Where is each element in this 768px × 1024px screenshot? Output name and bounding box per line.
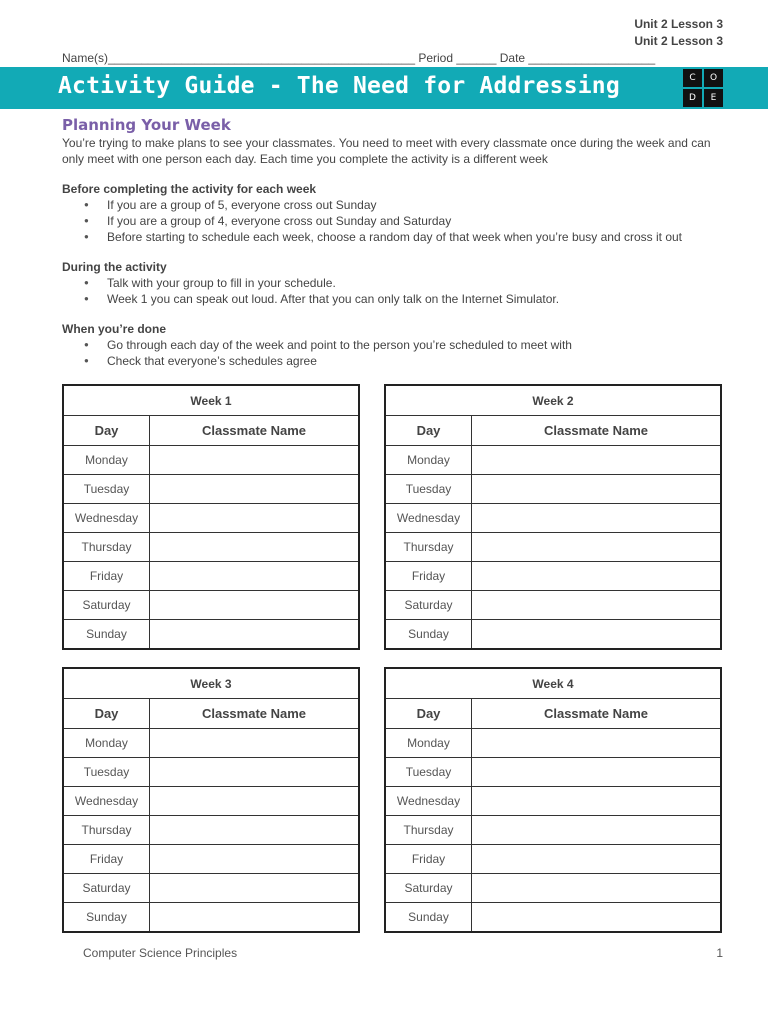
col-classmate-name: Classmate Name xyxy=(150,699,360,729)
name-period-date-line: Name(s)______________________________________________ Period ______ Date ___________________ xyxy=(62,51,656,65)
list-item: ● Before starting to schedule each week, choose a random day of that week when you’re busy and cross it out xyxy=(62,229,682,245)
list-item: ● If you are a group of 4, everyone cross out Sunday and Saturday xyxy=(62,213,682,229)
during-heading: During the activity xyxy=(62,260,167,274)
week-title: Week 4 xyxy=(385,668,721,699)
week-title: Week 3 xyxy=(63,668,359,699)
day-cell: Friday xyxy=(385,845,472,874)
table-row xyxy=(385,591,721,620)
day-cell: Tuesday xyxy=(385,758,472,787)
before-heading: Before completing the activity for each week xyxy=(62,182,317,196)
table-row xyxy=(385,874,721,903)
name-cell[interactable] xyxy=(472,874,722,903)
col-classmate-name: Classmate Name xyxy=(472,416,722,446)
name-cell[interactable] xyxy=(472,787,722,816)
name-cell[interactable] xyxy=(150,591,360,620)
footer-course: Computer Science Principles xyxy=(83,946,238,960)
before-list xyxy=(62,197,682,245)
name-cell[interactable] xyxy=(472,591,722,620)
table-row xyxy=(385,845,721,874)
document-title: Activity Guide - The Need for Addressing xyxy=(58,73,620,99)
day-cell: Thursday xyxy=(63,816,150,845)
footer-page-number: 1 xyxy=(716,946,723,960)
logo-letter: O xyxy=(704,69,723,87)
col-classmate-name: Classmate Name xyxy=(472,699,722,729)
name-cell[interactable] xyxy=(472,758,722,787)
day-cell: Friday xyxy=(385,562,472,591)
list-item: ● If you are a group of 5, everyone cross out Sunday xyxy=(62,197,682,213)
day-cell: Monday xyxy=(385,729,472,758)
code-logo-icon xyxy=(683,69,723,107)
table-row xyxy=(385,816,721,845)
name-cell[interactable] xyxy=(472,475,722,504)
name-cell[interactable] xyxy=(150,816,360,845)
name-cell[interactable] xyxy=(150,504,360,533)
table-row xyxy=(385,475,721,504)
week-title: Week 2 xyxy=(385,385,721,416)
day-cell: Tuesday xyxy=(63,475,150,504)
name-cell[interactable] xyxy=(150,729,360,758)
day-cell: Saturday xyxy=(63,874,150,903)
day-cell: Wednesday xyxy=(63,787,150,816)
table-row xyxy=(63,504,359,533)
list-item: ● Check that everyone’s schedules agree xyxy=(62,353,572,369)
day-cell: Monday xyxy=(63,729,150,758)
week-1-table xyxy=(62,384,360,650)
week-title: Week 1 xyxy=(63,385,359,416)
day-cell: Wednesday xyxy=(385,787,472,816)
table-row xyxy=(385,533,721,562)
table-row xyxy=(63,475,359,504)
table-row xyxy=(385,758,721,787)
day-cell: Friday xyxy=(63,845,150,874)
day-cell: Friday xyxy=(63,562,150,591)
col-day: Day xyxy=(63,416,150,446)
name-cell[interactable] xyxy=(150,475,360,504)
done-list xyxy=(62,337,572,369)
day-cell: Wednesday xyxy=(385,504,472,533)
table-row xyxy=(63,874,359,903)
list-item: ● Go through each day of the week and point to the person you’re scheduled to meet with xyxy=(62,337,572,353)
week-3-table xyxy=(62,667,360,933)
col-day: Day xyxy=(385,416,472,446)
name-cell[interactable] xyxy=(150,758,360,787)
intro-paragraph: You’re trying to make plans to see your classmates. You need to meet with every classmate once during the week and can only meet with one person each day. Each time you complete the activity is a different week xyxy=(62,136,711,166)
day-cell: Saturday xyxy=(385,874,472,903)
table-row xyxy=(63,816,359,845)
name-cell[interactable] xyxy=(472,729,722,758)
day-cell: Saturday xyxy=(63,591,150,620)
day-cell: Monday xyxy=(63,446,150,475)
during-list xyxy=(62,275,559,307)
table-row xyxy=(385,446,721,475)
name-cell[interactable] xyxy=(150,787,360,816)
day-cell: Thursday xyxy=(385,816,472,845)
table-row xyxy=(385,504,721,533)
table-row xyxy=(63,903,359,933)
title-banner xyxy=(0,67,768,109)
name-cell[interactable] xyxy=(472,620,722,650)
day-cell: Saturday xyxy=(385,591,472,620)
section-title: Planning Your Week xyxy=(62,116,231,134)
name-cell[interactable] xyxy=(150,845,360,874)
name-cell[interactable] xyxy=(472,903,722,933)
table-row xyxy=(63,758,359,787)
logo-letter: C xyxy=(683,69,702,87)
name-cell[interactable] xyxy=(150,562,360,591)
table-row xyxy=(63,446,359,475)
day-cell: Sunday xyxy=(385,903,472,933)
table-row xyxy=(63,729,359,758)
name-cell[interactable] xyxy=(150,533,360,562)
table-row xyxy=(63,845,359,874)
week-2-table xyxy=(384,384,722,650)
name-cell[interactable] xyxy=(150,874,360,903)
table-row xyxy=(63,620,359,650)
table-row xyxy=(385,729,721,758)
table-row xyxy=(63,591,359,620)
name-cell[interactable] xyxy=(472,816,722,845)
name-cell[interactable] xyxy=(472,533,722,562)
day-cell: Wednesday xyxy=(63,504,150,533)
table-row xyxy=(385,620,721,650)
name-cell[interactable] xyxy=(472,845,722,874)
day-cell: Thursday xyxy=(63,533,150,562)
name-cell[interactable] xyxy=(472,504,722,533)
list-item: ● Week 1 you can speak out loud. After that you can only talk on the Internet Simulator. xyxy=(62,291,559,307)
table-row xyxy=(63,533,359,562)
col-classmate-name: Classmate Name xyxy=(150,416,360,446)
col-day: Day xyxy=(63,699,150,729)
name-cell[interactable] xyxy=(150,446,360,475)
table-row xyxy=(385,787,721,816)
list-item: ● Talk with your group to fill in your schedule. xyxy=(62,275,559,291)
table-row xyxy=(63,787,359,816)
table-row xyxy=(385,903,721,933)
day-cell: Tuesday xyxy=(385,475,472,504)
day-cell: Tuesday xyxy=(63,758,150,787)
unit-label-2: Unit 2 Lesson 3 xyxy=(634,34,723,48)
name-cell[interactable] xyxy=(150,903,360,933)
done-heading: When you’re done xyxy=(62,322,167,336)
unit-label-1: Unit 2 Lesson 3 xyxy=(634,17,723,31)
day-cell: Monday xyxy=(385,446,472,475)
name-cell[interactable] xyxy=(150,620,360,650)
name-cell[interactable] xyxy=(472,446,722,475)
table-row xyxy=(385,562,721,591)
day-cell: Sunday xyxy=(63,620,150,650)
day-cell: Sunday xyxy=(385,620,472,650)
col-day: Day xyxy=(385,699,472,729)
week-4-table xyxy=(384,667,722,933)
name-cell[interactable] xyxy=(472,562,722,591)
logo-letter: D xyxy=(683,89,702,107)
day-cell: Thursday xyxy=(385,533,472,562)
table-row xyxy=(63,562,359,591)
day-cell: Sunday xyxy=(63,903,150,933)
logo-letter: E xyxy=(704,89,723,107)
